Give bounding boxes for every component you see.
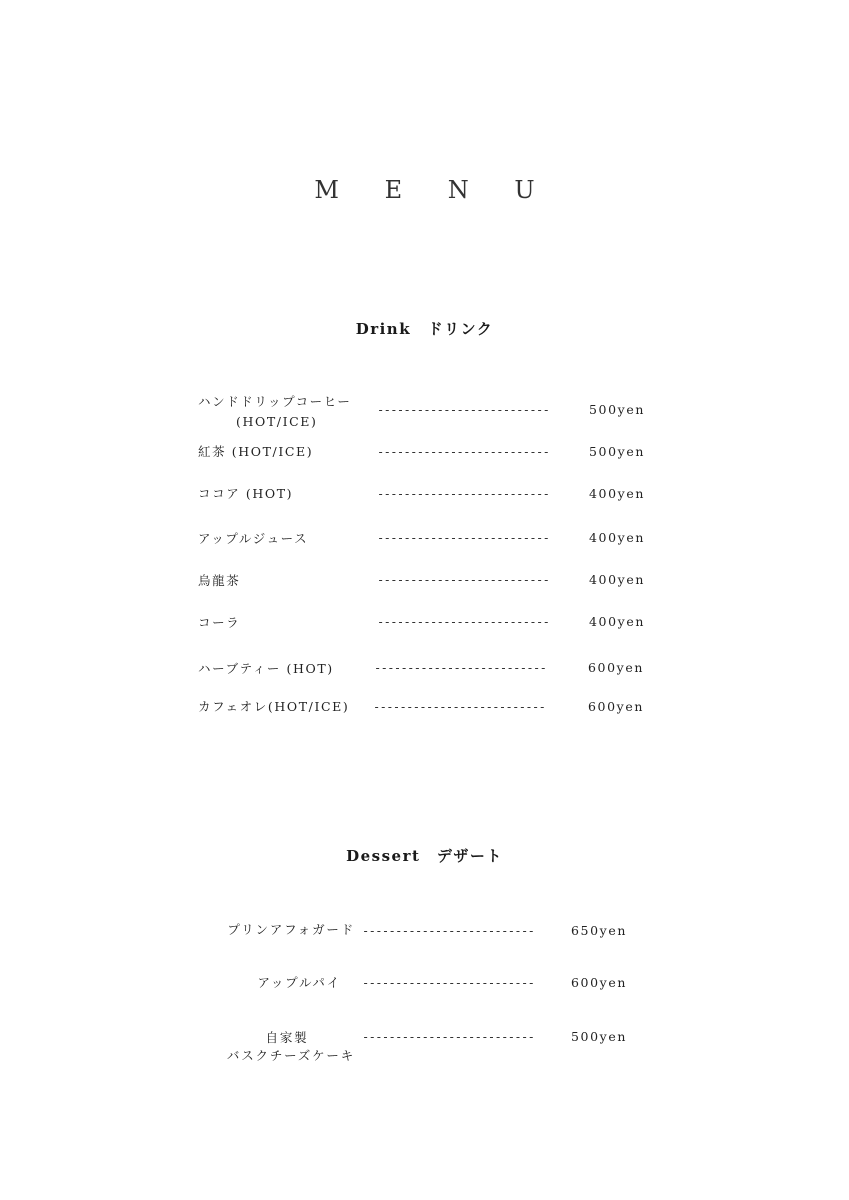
- dotted-leader: --------------------------: [362, 976, 535, 990]
- dotted-leader: --------------------------: [374, 661, 547, 675]
- drink-item-name: ココア (HOT): [198, 486, 294, 501]
- dessert-item-name: アップルパイ: [257, 975, 341, 990]
- dessert-item-price: 500yen: [571, 1029, 627, 1044]
- dotted-leader: --------------------------: [377, 573, 550, 587]
- dotted-leader: --------------------------: [377, 531, 550, 545]
- dotted-leader: --------------------------: [377, 445, 550, 459]
- dessert-item-price: 650yen: [571, 923, 627, 938]
- dotted-leader: --------------------------: [377, 487, 550, 501]
- menu-title: M E N U: [314, 176, 554, 204]
- drink-item-name-line2: (HOT/ICE): [236, 414, 318, 429]
- dessert-item-name-line2: バスクチーズケーキ: [226, 1048, 355, 1063]
- drink-section-heading: Drink ドリンク: [355, 320, 494, 338]
- drink-item-name: コーラ: [198, 615, 241, 630]
- drink-item-price: 600yen: [588, 699, 644, 714]
- dotted-leader: --------------------------: [373, 700, 546, 714]
- dessert-item-price: 600yen: [571, 975, 627, 990]
- dessert-item-name: 自家製: [265, 1030, 309, 1045]
- drink-item-price: 400yen: [589, 614, 645, 629]
- drink-item-price: 400yen: [589, 486, 645, 501]
- drink-item-name: 烏龍茶: [198, 573, 241, 588]
- dessert-section-heading: Dessert デザート: [346, 847, 503, 865]
- dessert-item-name: プリンアフォガード: [227, 922, 355, 937]
- drink-item-price: 400yen: [589, 530, 645, 545]
- dotted-leader: --------------------------: [377, 615, 550, 629]
- drink-item-name: アップルジュース: [198, 531, 309, 546]
- drink-item-price: 500yen: [589, 402, 645, 417]
- dotted-leader: --------------------------: [362, 924, 535, 938]
- drink-item-price: 400yen: [589, 572, 645, 587]
- drink-item-price: 500yen: [589, 444, 645, 459]
- drink-item-price: 600yen: [588, 660, 644, 675]
- drink-item-name: 紅茶 (HOT/ICE): [198, 444, 314, 459]
- dotted-leader: --------------------------: [362, 1030, 535, 1044]
- drink-item-name: ハンドドリップコーヒー: [198, 394, 352, 409]
- drink-item-name: カフェオレ(HOT/ICE): [198, 699, 350, 714]
- dotted-leader: --------------------------: [377, 403, 550, 417]
- drink-item-name: ハーブティー (HOT): [198, 661, 334, 676]
